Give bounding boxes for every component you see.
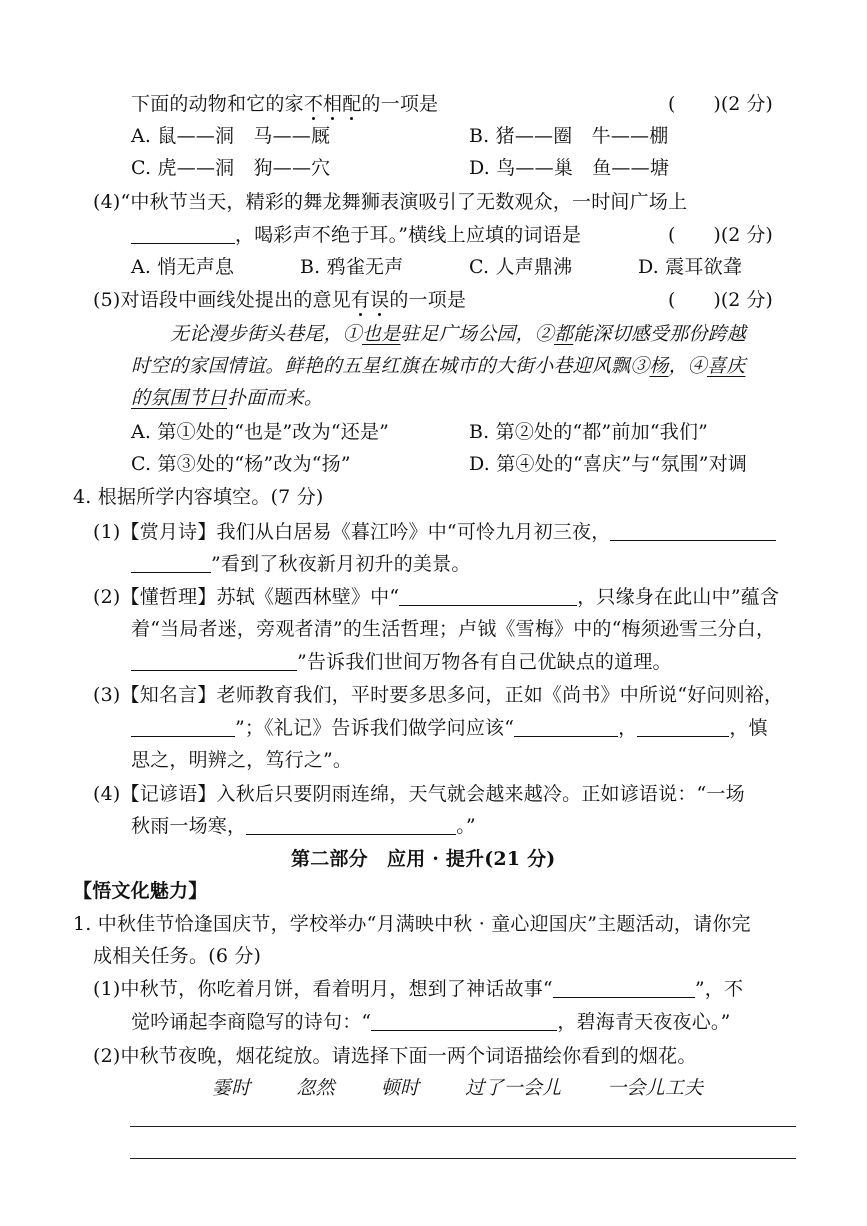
q4-2-blank2[interactable] bbox=[131, 648, 297, 671]
q4-1-blank[interactable] bbox=[610, 518, 776, 541]
q4-4-line1: (4)【记谚语】入秋后只要阴雨连绵，天气就会越来越冷。正如谚语说：“一场 bbox=[93, 783, 745, 805]
word-option: 顿时 bbox=[380, 1077, 420, 1099]
q3-5-option-a: A. 第①处的“也是”改为“还是” bbox=[131, 421, 390, 443]
q4-3-blank2[interactable] bbox=[514, 714, 618, 737]
q3-5-passage-line3: 的氛围节日扑面而来。 bbox=[131, 387, 324, 409]
writing-line-1[interactable] bbox=[130, 1126, 796, 1127]
p2-q1-1-line2: 觉吟诵起李商隐写的诗句：“ ，碧海青天夜夜心。” bbox=[131, 1006, 731, 1038]
p2-q1-1-blank2[interactable] bbox=[371, 1008, 557, 1031]
q3-3-stem: 下面的动物和它的家不相配的一项是 bbox=[131, 93, 439, 115]
q4-3-blank1[interactable] bbox=[131, 714, 235, 737]
q3-3-option-a: A. 鼠——洞 马——厩 bbox=[131, 125, 331, 147]
q3-3-option-c: C. 虎——洞 狗——穴 bbox=[131, 157, 331, 179]
word-option: 过了一会儿 bbox=[465, 1077, 562, 1099]
word-option: 忽然 bbox=[296, 1077, 335, 1099]
q3-5-option-c: C. 第③处的“杨”改为“扬” bbox=[131, 453, 351, 475]
q3-3-option-d: D. 鸟——巢 鱼——塘 bbox=[469, 157, 670, 179]
q3-4-option-b: B. 鸦雀无声 bbox=[300, 256, 404, 278]
q3-5-answer-paren[interactable]: ( )(2 分) bbox=[668, 289, 773, 311]
dotted-emphasis: 不相配 bbox=[303, 93, 362, 115]
q3-4-option-a: A. 悄无声息 bbox=[131, 256, 235, 278]
q4-2-line3: ”告诉我们世间万物各有自己优缺点的道理。 bbox=[131, 646, 672, 678]
section-tag: 【悟文化魅力】 bbox=[73, 880, 208, 902]
q4-title: 4. 根据所学内容填空。(7 分) bbox=[73, 486, 324, 508]
q3-3-option-b: B. 猪——圈 牛——棚 bbox=[469, 125, 669, 147]
q3-4-line1: (4)“中秋节当天，精彩的舞龙舞狮表演吸引了无数观众，一时间广场上 bbox=[93, 191, 688, 213]
word-option: 一会儿工夫 bbox=[607, 1077, 704, 1099]
part2-heading: 第二部分 应用 · 提升(21 分) bbox=[291, 848, 556, 870]
q3-5-stem: (5)对语段中画线处提出的意见有误的一项是 bbox=[93, 289, 467, 311]
q4-3-blank3[interactable] bbox=[637, 714, 729, 737]
q3-4-answer-paren[interactable]: ( )(2 分) bbox=[668, 224, 773, 246]
q3-3-answer-paren[interactable]: ( )(2 分) bbox=[668, 93, 773, 115]
p2-q1-1-blank1[interactable] bbox=[553, 975, 695, 998]
q4-1-line2: ”看到了秋夜新月初升的美景。 bbox=[131, 548, 471, 580]
q3-5-option-d: D. 第④处的“喜庆”与“氛围”对调 bbox=[469, 453, 748, 475]
q4-3-line3: 思之，明辨之，笃行之”。 bbox=[131, 749, 353, 771]
q4-1-blank-cont[interactable] bbox=[131, 550, 211, 573]
q3-4-option-d: D. 震耳欲聋 bbox=[638, 256, 743, 278]
q4-2-line2: 着“当局者迷，旁观者清”的生活哲理；卢钺《雪梅》中的“梅须逊雪三分白， bbox=[131, 618, 776, 640]
word-option: 霎时 bbox=[212, 1077, 251, 1099]
q3-4-option-c: C. 人声鼎沸 bbox=[469, 256, 573, 278]
q4-3-line2: ”；《礼记》告诉我们做学问应该“ ， ，慎 bbox=[131, 712, 768, 744]
q4-4-blank[interactable] bbox=[246, 812, 456, 835]
p2-q1-line1: 1. 中秋佳节恰逢国庆节，学校举办“月满映中秋 · 童心迎国庆”主题活动，请你完 bbox=[73, 913, 751, 935]
q4-3-line1: (3)【知名言】老师教育我们，平时要多思多问，正如《尚书》中所说“好问则裕， bbox=[93, 684, 784, 706]
q3-5-passage-line2: 时空的家国情谊。鲜艳的五星红旗在城市的大街小巷迎风飘③杨，④喜庆 bbox=[131, 355, 746, 377]
p2-q1-1-line1: (1)中秋节，你吃着月饼，看着明月，想到了神话故事“ ”，不 bbox=[93, 973, 743, 1005]
q3-5-option-b: B. 第②处的“都”前加“我们” bbox=[469, 421, 709, 443]
p2-q1-line2: 成相关任务。(6 分) bbox=[93, 945, 262, 967]
writing-line-2[interactable] bbox=[130, 1158, 796, 1159]
p2-q1-2-line1: (2)中秋节夜晚，烟花绽放。请选择下面一两个词语描绘你看到的烟花。 bbox=[93, 1045, 697, 1067]
q3-5-passage-line1: 无论漫步街头巷尾，①也是驻足广场公园，②都能深切感受那份跨越 bbox=[170, 323, 747, 345]
q4-1-line1: (1)【赏月诗】我们从白居易《暮江吟》中“可怜九月初三夜， bbox=[93, 516, 776, 548]
q4-2-line1: (2)【懂哲理】苏轼《题西林壁》中“ ，只缘身在此山中”蕴含 bbox=[93, 581, 779, 613]
q4-2-blank1[interactable] bbox=[399, 583, 577, 606]
word-bank bbox=[212, 1072, 749, 1104]
q3-4-line2: ，喝彩声不绝于耳。”横线上应填的词语是 bbox=[131, 219, 581, 251]
q3-4-blank[interactable] bbox=[131, 221, 235, 244]
q4-4-line2: 秋雨一场寒， 。” bbox=[131, 810, 476, 842]
